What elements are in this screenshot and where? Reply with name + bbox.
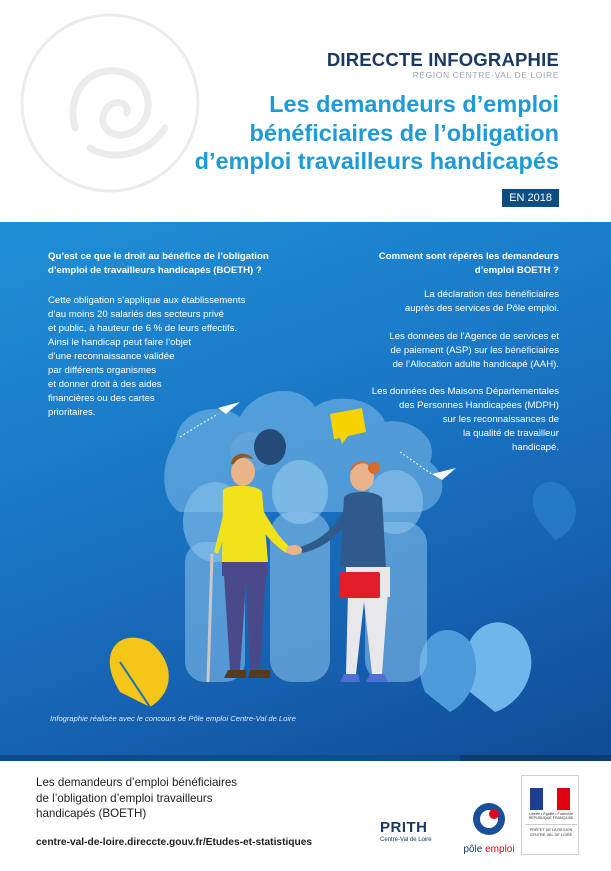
left-paragraph bbox=[48, 294, 288, 420]
prith-logo-sub: Centre-Val de Loire bbox=[380, 837, 432, 843]
left-question bbox=[48, 250, 308, 278]
text-line: Les données de l’Agence de services et bbox=[389, 331, 559, 342]
text-line: Qu’est ce que le droit au bénéfice de l’obligation bbox=[48, 251, 269, 262]
text-line: financières ou des cartes bbox=[48, 393, 155, 404]
pole-emploi-wordmark bbox=[458, 844, 520, 855]
text-line: et public, à hauteur de 6 % de leurs effectifs. bbox=[48, 323, 238, 334]
prefet-region-text: PRÉFET DE LA RÉGION CENTRE-VAL DE LOIRE bbox=[525, 824, 577, 837]
text-line: Les données des Maisons Départementales bbox=[371, 386, 559, 397]
pole-emploi-word1: pôle bbox=[463, 844, 483, 855]
year-badge: EN 2018 bbox=[502, 189, 559, 207]
footer bbox=[0, 761, 611, 871]
right-item-declaration bbox=[319, 288, 559, 316]
text-line: Les demandeurs d’emploi bénéficiaires bbox=[36, 776, 238, 789]
text-line: d’emploi BOETH ? bbox=[474, 265, 559, 276]
region-label: RÉGION CENTRE-VAL DE LOIRE bbox=[412, 70, 559, 80]
brand-title: DIRECCTE INFOGRAPHIE bbox=[326, 49, 559, 70]
main-panel bbox=[0, 222, 611, 755]
prith-logo bbox=[380, 819, 450, 843]
pole-emploi-icon bbox=[471, 801, 507, 837]
text-line: Comment sont répérés les demandeurs bbox=[378, 251, 559, 262]
pole-emploi-word2: emploi bbox=[485, 844, 515, 855]
right-question bbox=[329, 250, 559, 278]
title-line: d’emploi travailleurs handicapés bbox=[194, 148, 559, 174]
right-item-asp bbox=[319, 330, 559, 372]
text-line: sur les reconnaissances de bbox=[442, 414, 559, 425]
prefet-republic-text: Liberté • Égalité • Fraternité RÉPUBLIQUE FRANÇAISE bbox=[528, 812, 574, 821]
text-line: Cette obligation s’applique aux établissements bbox=[48, 295, 246, 306]
text-line: la qualité de travailleur bbox=[463, 428, 559, 439]
right-item-mdph bbox=[319, 385, 559, 455]
text-line: La déclaration des bénéficiaires bbox=[424, 289, 559, 300]
french-flag-icon bbox=[530, 788, 570, 810]
text-line: de paiement (ASP) sur les bénéficiaires bbox=[390, 345, 559, 356]
text-line: des Personnes Handicapées (MDPH) bbox=[399, 400, 559, 411]
footer-url-link[interactable]: centre-val-de-loire.direccte.gouv.fr/Etudes-et-statistiques bbox=[36, 837, 313, 848]
text-line: de l’Allocation adulte handicapé (AAH). bbox=[392, 359, 559, 370]
text-line: handicapés (BOETH) bbox=[36, 807, 147, 820]
text-line: prioritaires. bbox=[48, 407, 96, 418]
text-line: auprès des services de Pôle emploi. bbox=[404, 303, 559, 314]
pole-emploi-logo bbox=[458, 801, 520, 855]
text-line: par différents organismes bbox=[48, 365, 157, 376]
text-line: Ainsi le handicap peut faire l’objet bbox=[48, 337, 191, 348]
prith-logo-name: PRITH bbox=[380, 819, 428, 836]
text-line: d’une reconnaissance validée bbox=[48, 351, 175, 362]
text-line: d’emploi de travailleurs handicapés (BOETH) ? bbox=[48, 265, 262, 276]
text-line: de l’obligation d’emploi travailleurs bbox=[36, 791, 213, 805]
title-line: bénéficiaires de l’obligation bbox=[249, 119, 559, 146]
footer-title bbox=[36, 775, 316, 822]
text-line: handicapé. bbox=[512, 442, 559, 453]
page-title bbox=[79, 90, 559, 176]
credit-note: Infographie réalisée avec le concours de Pôle emploi Centre-Val de Loire bbox=[50, 714, 296, 723]
title-line: Les demandeurs d’emploi bbox=[269, 91, 559, 117]
header bbox=[0, 0, 611, 222]
text-line: et donner droit à des aides bbox=[48, 379, 162, 390]
prefet-logo bbox=[521, 775, 579, 855]
text-line: d’au moins 20 salariés des secteurs privé bbox=[48, 309, 224, 320]
